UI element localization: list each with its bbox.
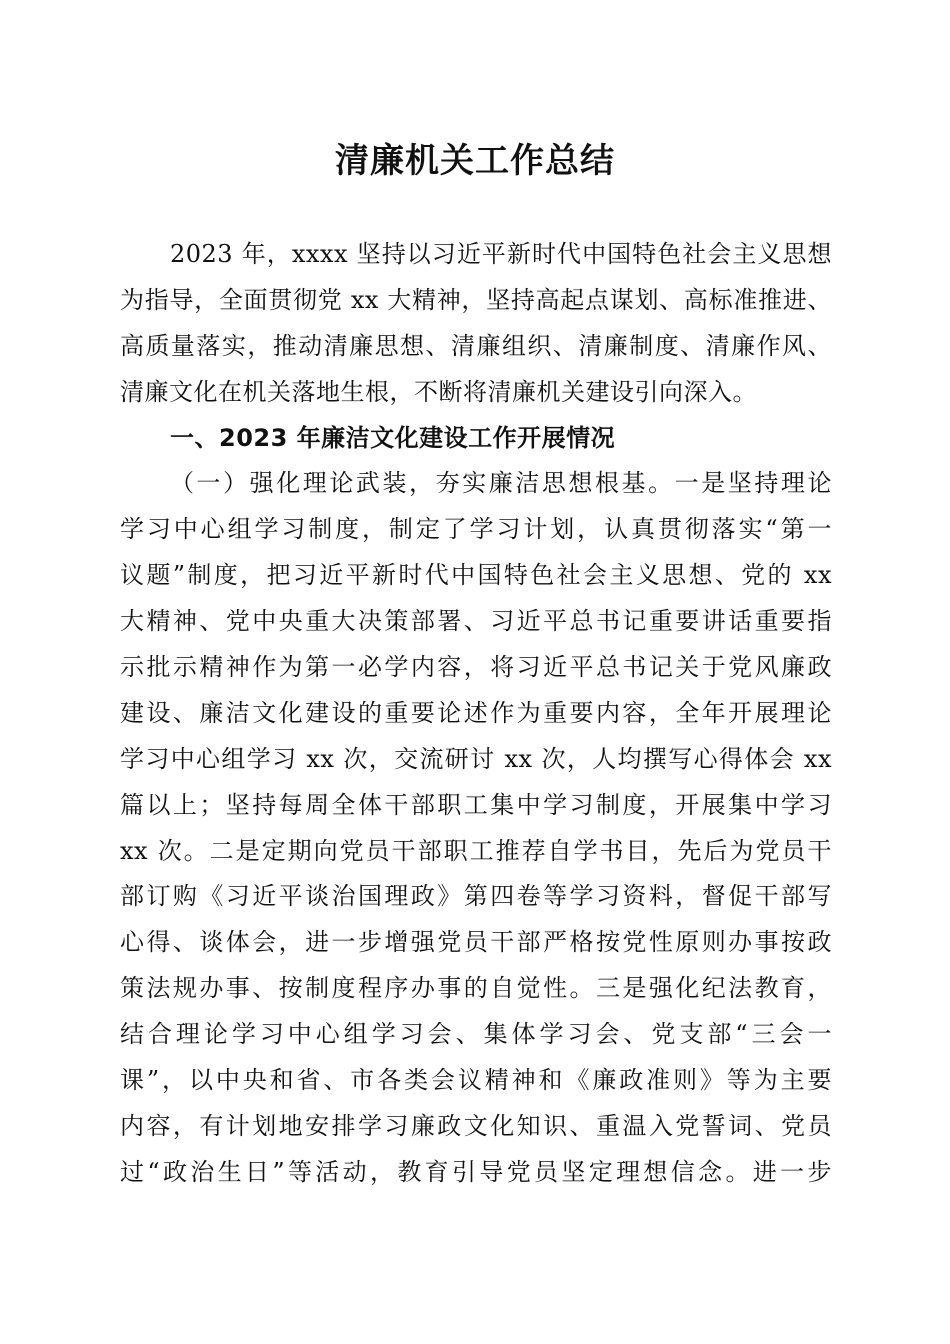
section-line: 大精神、党中央重大决策部署、习近平总书记重要讲话重要指 <box>120 607 832 636</box>
section-line: 结合理论学习中心组学习会、集体学习会、党支部“三会一 <box>120 1020 832 1049</box>
section-line: 过“政治生日”等活动，教育引导党员坚定理想信念。进一步 <box>120 1157 832 1186</box>
intro-line: 2023 年，xxxx 坚持以习近平新时代中国特色社会主义思想 <box>170 240 832 268</box>
section-line: 学习中心组学习 xx 次，交流研讨 xx 次，人均撰写心得体会 xx <box>120 744 832 773</box>
intro-line: 高质量落实，推动清廉思想、清廉组织、清廉制度、清廉作风、 <box>120 331 832 360</box>
intro-line: 为指导，全面贯彻党 xx 大精神，坚持高起点谋划、高标准推进、 <box>120 285 832 314</box>
section-line: xx 次。二是定期向党员干部职工推荐自学书目，先后为党员干 <box>120 836 832 865</box>
section-heading: 一、2023 年廉洁文化建设工作开展情况 <box>170 423 616 452</box>
section-line: 策法规办事、按制度程序办事的自觉性。三是强化纪法教育， <box>120 974 832 1003</box>
section-line: 建设、廉洁文化建设的重要论述作为重要内容，全年开展理论 <box>120 698 832 727</box>
document-body <box>120 232 832 1196</box>
section-line: （一）强化理论武装，夯实廉洁思想根基。一是坚持理论 <box>170 469 832 498</box>
section-line: 学习中心组学习制度，制定了学习计划，认真贯彻落实“第一 <box>120 515 832 544</box>
section-line: 心得、谈体会，进一步增强党员干部严格按党性原则办事按政 <box>120 928 832 957</box>
intro-line: 清廉文化在机关落地生根，不断将清廉机关建设引向深入。 <box>120 377 757 406</box>
section-line: 部订购《习近平谈治国理政》第四卷等学习资料，督促干部写 <box>120 882 832 911</box>
section-line: 示批示精神作为第一必学内容，将习近平总书记关于党风廉政 <box>120 653 832 682</box>
section-line: 篇以上；坚持每周全体干部职工集中学习制度，开展集中学习 <box>120 790 832 819</box>
document-title: 清廉机关工作总结 <box>335 141 615 181</box>
section-line: 议题”制度，把习近平新时代中国特色社会主义思想、党的 xx <box>120 561 832 590</box>
section-line: 内容，有计划地安排学习廉政文化知识、重温入党誓词、党员 <box>120 1111 832 1140</box>
section-line: 课”，以中央和省、市各类会议精神和《廉政准则》等为主要 <box>120 1066 832 1095</box>
